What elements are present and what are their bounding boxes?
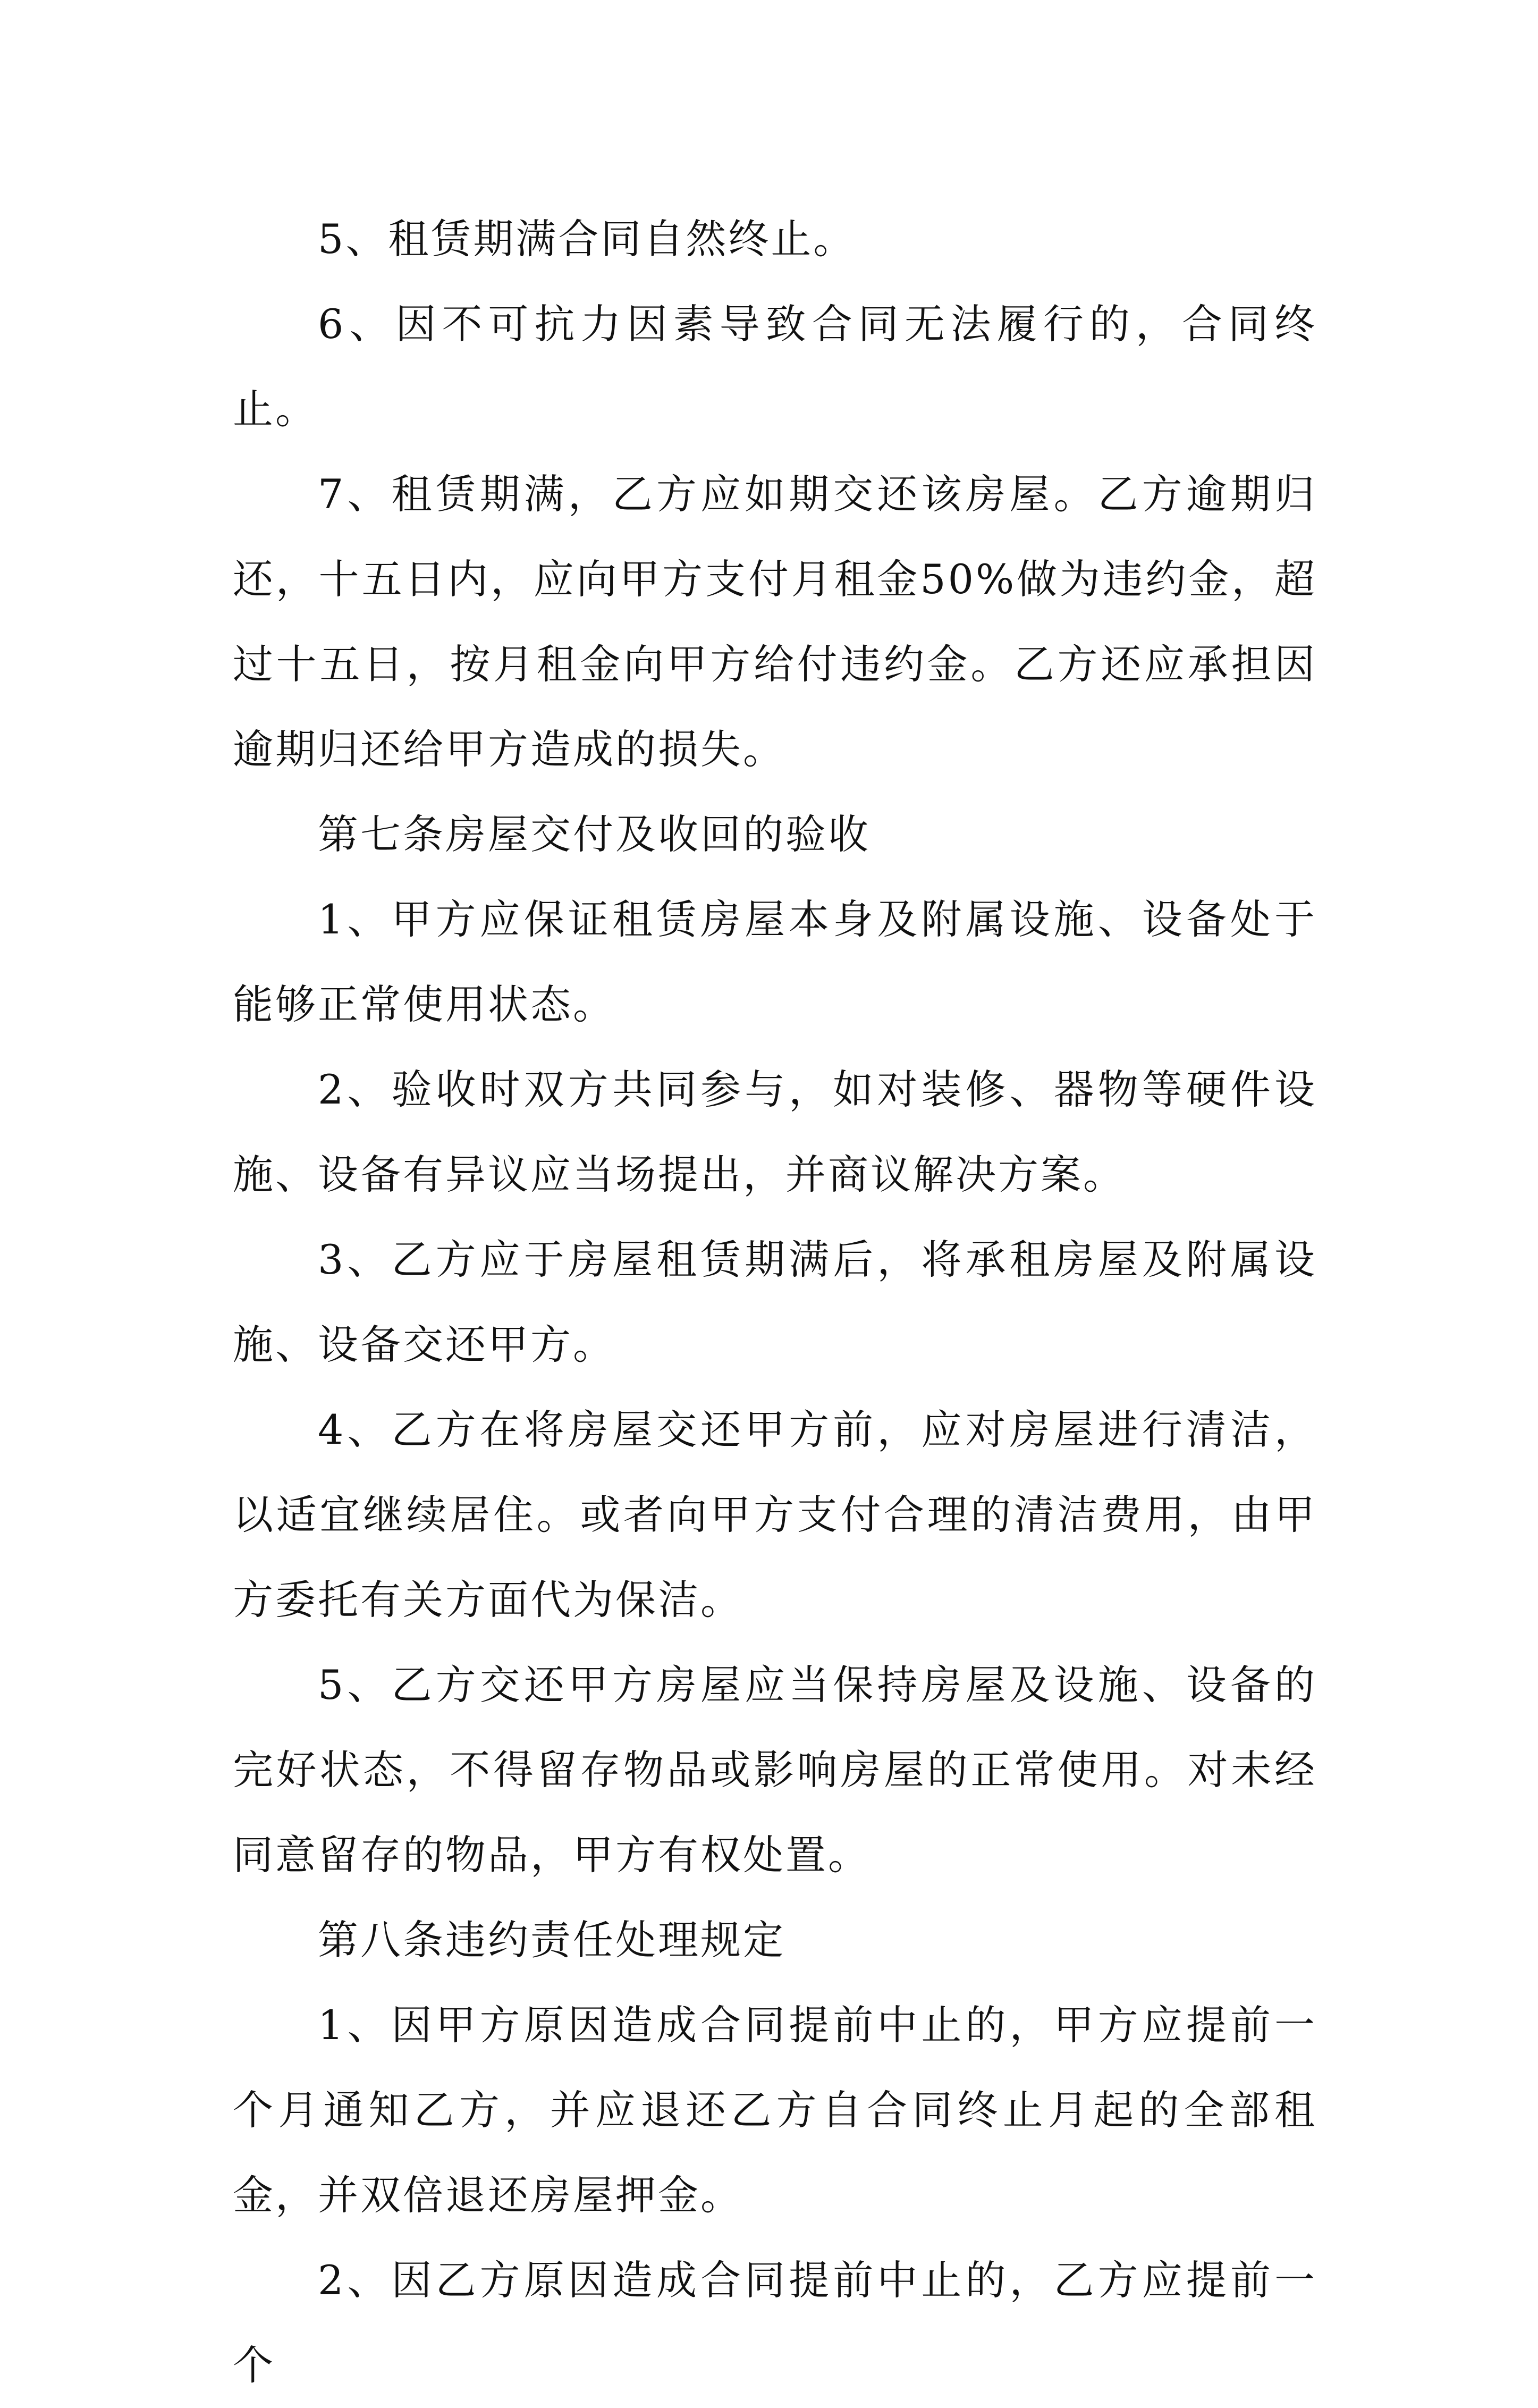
document-body [233, 197, 1317, 2408]
clause-paragraph: 4、乙方在将房屋交还甲方前，应对房屋进行清洁，以适宜继续居住。或者向甲方支付合理的清洁费用，由甲方委托有关方面代为保洁。 [233, 1406, 1317, 1623]
clause-paragraph: 6、因不可抗力因素导致合同无法履行的，合同终止。 [233, 300, 1317, 433]
section-heading: 第七条房屋交付及收回的验收 [318, 811, 871, 858]
clause-paragraph: 1、甲方应保证租赁房屋本身及附属设施、设备处于能够正常使用状态。 [233, 896, 1317, 1028]
section-heading: 第八条违约责任处理规定 [318, 1916, 785, 1964]
clause-paragraph: 2、验收时双方共同参与，如对装修、器物等硬件设施、设备有异议应当场提出，并商议解决方案。 [233, 1066, 1317, 1198]
clause-paragraph: 5、租赁期满合同自然终止。 [318, 215, 856, 263]
clause-paragraph: 5、乙方交还甲方房屋应当保持房屋及设施、设备的完好状态，不得留存物品或影响房屋的正常使用。对未经同意留存的物品，甲方有权处置。 [233, 1661, 1317, 1879]
clause-paragraph: 7、租赁期满，乙方应如期交还该房屋。乙方逾期归还，十五日内，应向甲方支付月租金50%做为违约金，超过十五日，按月租金向甲方给付违约金。乙方还应承担因逾期归还给甲方造成的损失。 [233, 470, 1317, 773]
clause-paragraph: 2、因乙方原因造成合同提前中止的，乙方应提前一个 [233, 2257, 1317, 2389]
clause-paragraph: 3、乙方应于房屋租赁期满后，将承租房屋及附属设施、设备交还甲方。 [233, 1236, 1317, 1368]
clause-paragraph: 1、因甲方原因造成合同提前中止的，甲方应提前一个月通知乙方，并应退还乙方自合同终止月起的全部租金，并双倍退还房屋押金。 [233, 2001, 1317, 2219]
